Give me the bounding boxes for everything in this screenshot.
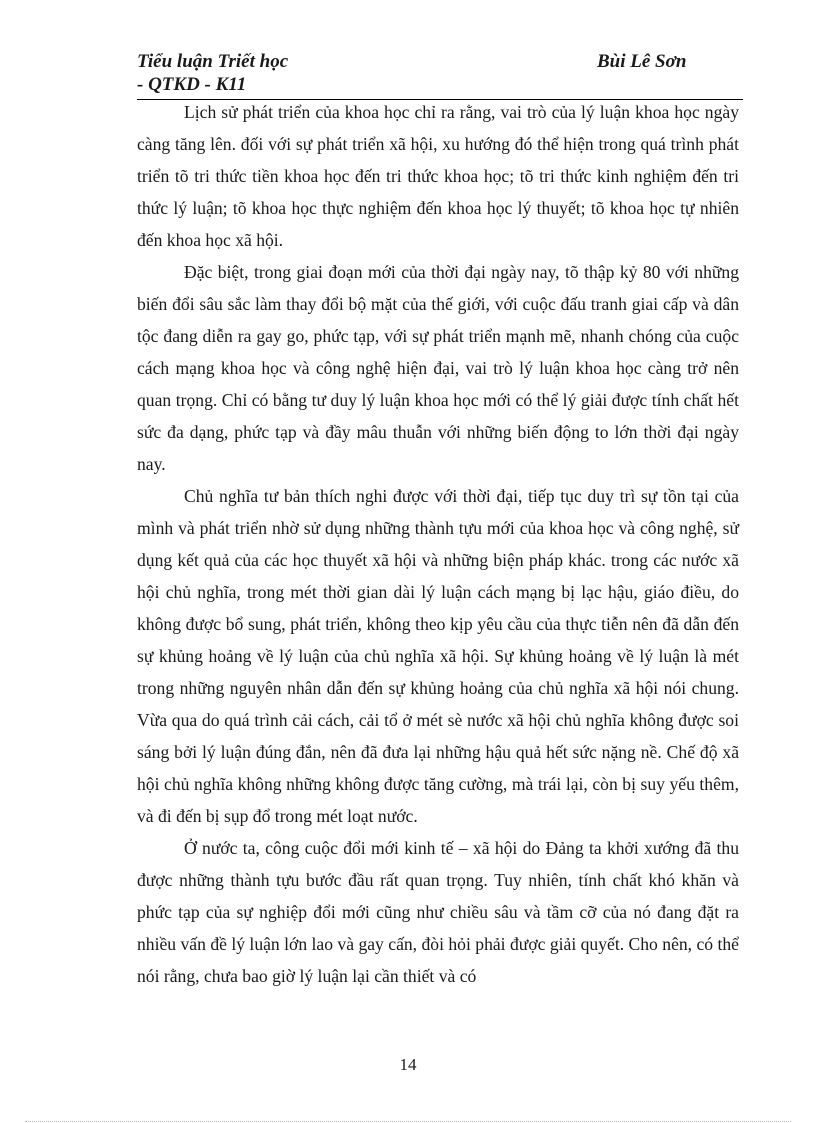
page-number: 14 [399,1055,417,1074]
paragraph: Ở nước ta, công cuộc đổi mới kinh tế – xã hội do Đảng ta khởi xướng đã thu được những thành tựu bước đầu rất quan trọng. Tuy nhiên, tính chất khó khăn và phức tạp của sự nghiệp đổi mới cũng như chiều sâu và tầm cỡ của nó đang đặt ra nhiều vấn đề lý luận lớn lao và gay cấn, đòi hỏi phải được giải quyết. Cho nên, có thể nói rằng, chưa bao giờ lý luận lại cần thiết và có [137,838,739,986]
body-text [137,96,739,992]
header-title-line1: Tiểu luận Triết học [137,51,289,72]
header-title [137,50,337,96]
paragraph: Lịch sử phát triển của khoa học chỉ ra rằng, vai trò của lý luận khoa học ngày càng tăng lên. đối với sự phát triển xã hội, xu hướng đó thể hiện trong quá trình phát triển tõ tri thức tiền khoa học đến tri thức khoa học; tõ tri thức kinh nghiệm đến tri thức lý luận; tõ khoa học thực nghiệm đến khoa học lý thuyết; tõ khoa học tự nhiên đến khoa học xã hội. [137,102,739,250]
paragraph: Đặc biệt, trong giai đoạn mới của thời đại ngày nay, tõ thập kỷ 80 với những biến đổi sâu sắc làm thay đổi bộ mặt của thế giới, với cuộc đấu tranh giai cấp và dân tộc đang diễn ra gay go, phức tạp, với sự phát triển mạnh mẽ, nhanh chóng của cuộc cách mạng khoa học và công nghệ hiện đại, vai trò lý luận khoa học càng trở nên quan trọng. Chỉ có bằng tư duy lý luận khoa học mới có thể lý giải được tính chất hết sức đa dạng, phức tạp và đầy mâu thuẫn với những biến động to lớn thời đại ngày nay. [137,262,739,474]
paragraph: Chủ nghĩa tư bản thích nghi được với thời đại, tiếp tục duy trì sự tồn tại của mình và phát triển nhờ sử dụng những thành tựu mới của khoa học và công nghệ, sử dụng kết quả của các học thuyết xã hội và những biện pháp khác. trong các nước xã hội chủ nghĩa, trong mét thời gian dài lý luận cách mạng bị lạc hậu, giáo điều, do không được bổ sung, phát triển, không theo kịp yêu cầu của thực tiễn nên đã dẫn đến sự khủng hoảng về lý luận của chủ nghĩa xã hội. Sự khủng hoảng về lý luận là mét trong những nguyên nhân dẫn đến sự khủng hoảng của chủ nghĩa xã hội nói chung. Vừa qua do quá trình cải cách, cải tổ ở mét sè nước xã hội chủ nghĩa không được soi sáng bởi lý luận đúng đắn, nên đã đưa lại những hậu quả hết sức nặng nề. Chế độ xã hội chủ nghĩa không những không được tăng cường, mà trái lại, còn bị suy yếu thêm, và đi đến bị sụp đổ trong mét loạt nước. [137,486,739,826]
header-author: Bùi Lê Sơn [597,51,687,72]
footer-divider [25,1121,791,1122]
header-title-line2: - QTKD - K11 [137,74,247,95]
